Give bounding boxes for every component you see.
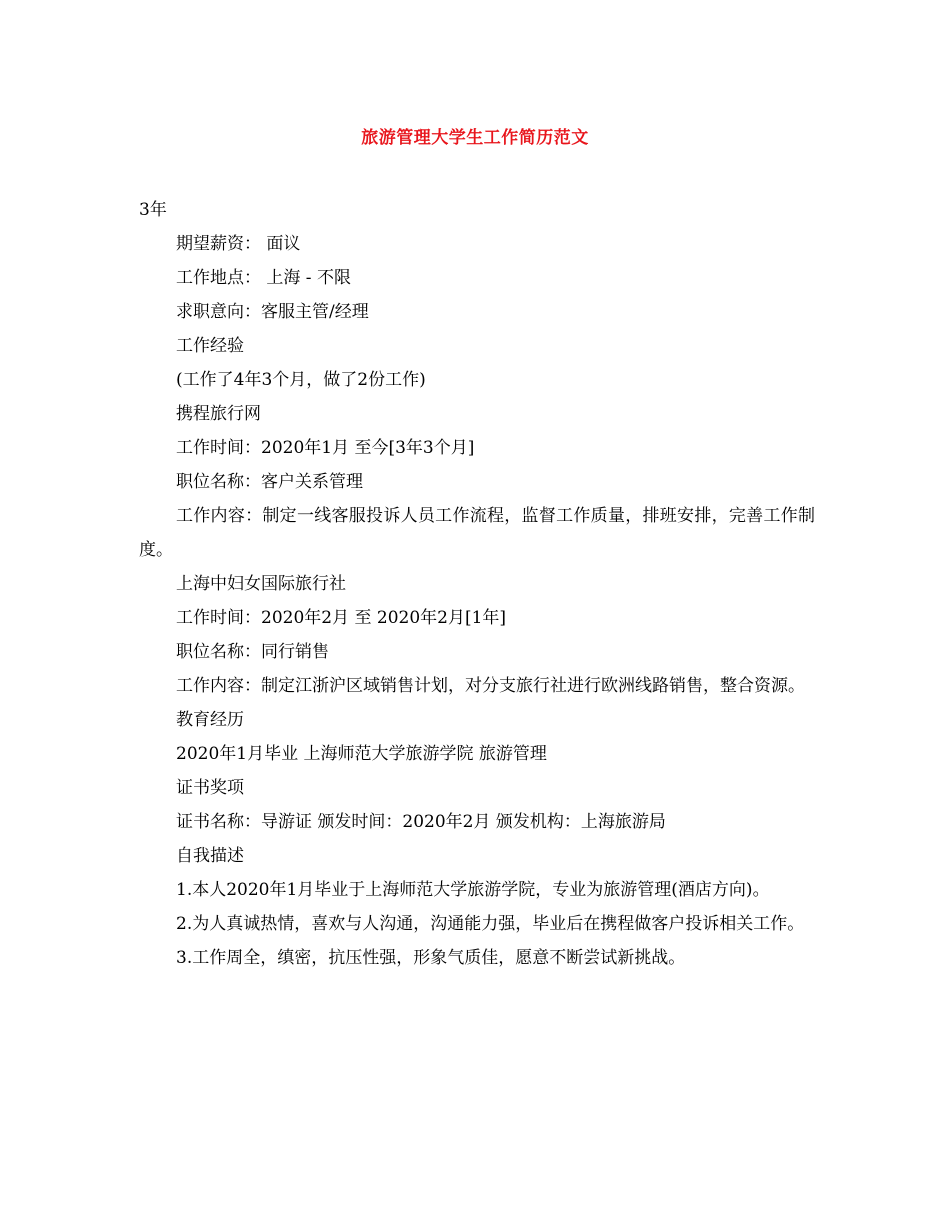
paragraph-employer-2-period: 工作时间：2020年2月 至 2020年2月[1年] <box>176 608 507 628</box>
paragraph-employer-1: 携程旅行网 <box>176 404 261 424</box>
section-heading-self-description: 自我描述 <box>176 846 244 866</box>
document-title: 旅游管理大学生工作简历范文 <box>361 128 589 148</box>
paragraph-job-intention: 求职意向：客服主管/经理 <box>176 302 369 322</box>
section-heading-education: 教育经历 <box>176 710 244 730</box>
paragraph-experience-years: 3年 <box>139 200 167 220</box>
section-heading-certificates: 证书奖项 <box>176 778 244 798</box>
section-heading-work-experience: 工作经验 <box>176 336 244 356</box>
paragraph-employer-1-duties: 工作内容：制定一线客服投诉人员工作流程，监督工作质量，排班安排，完善工作制度。 <box>139 506 815 560</box>
paragraph-experience-summary: (工作了4年3个月，做了2份工作) <box>176 370 426 390</box>
paragraph-self-description-1: 1.本人2020年1月毕业于上海师范大学旅游学院，专业为旅游管理(酒店方向)。 <box>176 880 770 900</box>
paragraph-education-entry: 2020年1月毕业 上海师范大学旅游学院 旅游管理 <box>176 744 547 764</box>
paragraph-employer-2: 上海中妇女国际旅行社 <box>176 574 346 594</box>
paragraph-employer-2-duties: 工作内容：制定江浙沪区域销售计划，对分支旅行社进行欧洲线路销售，整合资源。 <box>176 676 805 696</box>
paragraph-work-location: 工作地点： 上海 - 不限 <box>176 268 351 288</box>
paragraph-self-description-2: 2.为人真诚热情，喜欢与人沟通，沟通能力强，毕业后在携程做客户投诉相关工作。 <box>176 914 805 934</box>
paragraph-employer-2-position: 职位名称：同行销售 <box>176 642 329 662</box>
paragraph-employer-1-position: 职位名称：客户关系管理 <box>176 472 363 492</box>
paragraph-employer-1-period: 工作时间：2020年1月 至今[3年3个月] <box>176 438 475 458</box>
paragraph-certificate-entry: 证书名称：导游证 颁发时间：2020年2月 颁发机构：上海旅游局 <box>176 812 666 832</box>
document-body <box>139 193 815 975</box>
paragraph-self-description-3: 3.工作周全，缜密，抗压性强，形象气质佳，愿意不断尝试新挑战。 <box>176 948 686 968</box>
paragraph-expected-salary: 期望薪资： 面议 <box>176 234 301 254</box>
